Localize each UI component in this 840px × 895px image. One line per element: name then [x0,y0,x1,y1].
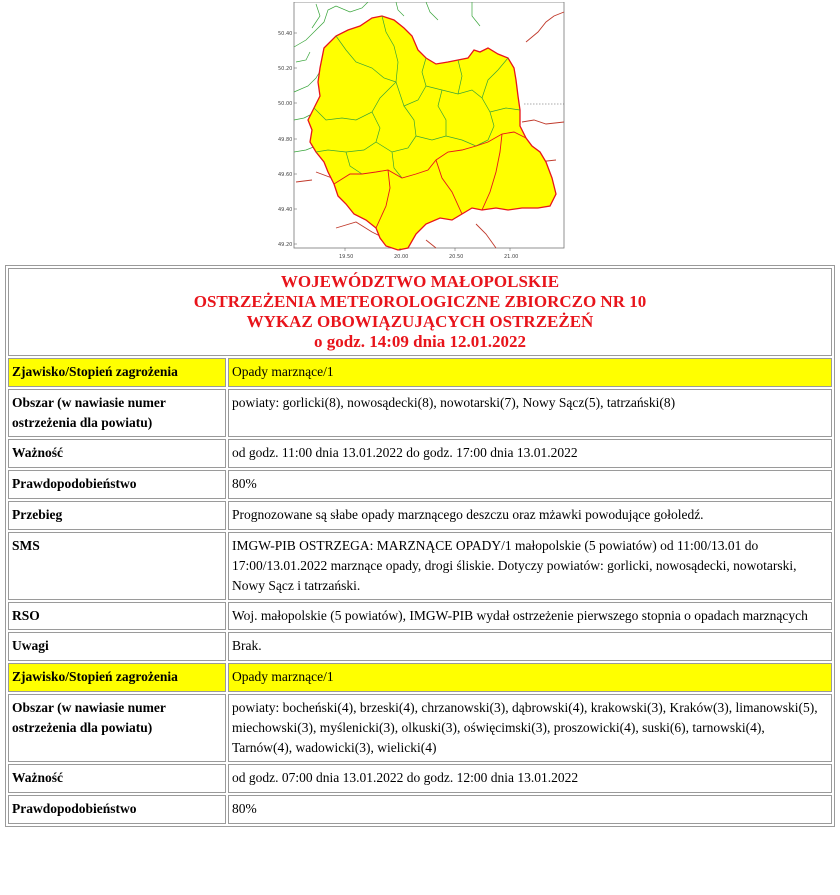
remarks-value: Brak. [228,632,832,661]
validity-label: Ważność [8,439,226,468]
area-label: Obszar (w nawiasie numer ostrzeżenia dla powiatu) [8,694,226,762]
x-axis [339,248,518,260]
area-row [8,694,832,762]
course-row [8,501,832,530]
validity-label: Ważność [8,764,226,793]
x-tick-label: 20.50 [449,254,464,260]
x-tick-label: 19.50 [339,254,354,260]
y-tick-label: 49.60 [278,172,293,178]
rso-row [8,602,832,630]
header-title: WOJEWÓDZTWO MAŁOPOLSKIE [280,272,560,291]
y-tick-label: 50.20 [278,66,293,72]
phenomenon-value: Opady marznące/1 [228,663,832,692]
course-value: Prognozowane są słabe opady marznącego deszczu oraz mżawki powodujące gołoledź. [228,501,832,530]
y-tick-label: 50.40 [278,31,293,37]
map-svg [276,2,566,260]
x-tick-label: 21.00 [504,254,519,260]
rso-label: RSO [8,602,226,630]
remarks-row [8,632,832,661]
phenomenon-label: Zjawisko/Stopień zagrożenia [8,663,226,692]
header-row [8,268,832,356]
warning-map [276,2,566,260]
header-timestamp: o godz. 14:09 dnia 12.01.2022 [313,332,527,351]
phenomenon-label: Zjawisko/Stopień zagrożenia [8,358,226,387]
header-subtitle: OSTRZEŻENIA METEOROLOGICZNE ZBIORCZO NR 10 [193,292,647,311]
y-tick-label: 49.40 [278,207,293,213]
course-label: Przebieg [8,501,226,530]
phenomenon-row [8,358,832,387]
document-header [8,268,832,356]
area-value: powiaty: gorlicki(8), nowosądecki(8), nowotarski(7), Nowy Sącz(5), tatrzański(8) [228,389,832,437]
remarks-label: Uwagi [8,632,226,661]
y-tick-label: 50.00 [278,101,293,107]
warnings-table [5,265,835,827]
phenomenon-value: Opady marznące/1 [228,358,832,387]
y-tick-label: 49.20 [278,242,293,248]
probability-value: 80% [228,795,832,824]
probability-row [8,795,832,824]
header-list-title: WYKAZ OBOWIĄZUJĄCYCH OSTRZEŻEŃ [246,312,594,331]
area-row [8,389,832,437]
sms-value: IMGW-PIB OSTRZEGA: MARZNĄCE OPADY/1 małopolskie (5 powiatów) od 11:00/13.01 do 17:00/13.01.2022 marznące opady, drogi śliskie. Dotyczy powiatów: gorlicki, nowosądecki, nowotarski, Nowy Sącz i tatrzański. [228,532,832,600]
x-tick-label: 20.00 [394,254,409,260]
probability-row [8,470,832,499]
validity-value: od godz. 07:00 dnia 13.01.2022 do godz. 12:00 dnia 13.01.2022 [228,764,832,793]
rso-value: Woj. małopolskie (5 powiatów), IMGW-PIB wydał ostrzeżenie pierwszego stopnia o opadach marznących [228,602,832,630]
y-tick-label: 49.80 [278,137,293,143]
sms-label: SMS [8,532,226,600]
probability-value: 80% [228,470,832,499]
area-label: Obszar (w nawiasie numer ostrzeżenia dla powiatu) [8,389,226,437]
probability-label: Prawdopodobieństwo [8,795,226,824]
validity-value: od godz. 11:00 dnia 13.01.2022 do godz. 17:00 dnia 13.01.2022 [228,439,832,468]
phenomenon-row [8,663,832,692]
probability-label: Prawdopodobieństwo [8,470,226,499]
validity-row [8,439,832,468]
area-value: powiaty: bocheński(4), brzeski(4), chrzanowski(3), dąbrowski(4), krakowski(3), Kraków(3), limanowski(5), miechowski(3), myślenicki(3), olkuski(3), oświęcimski(3), proszowicki(4), suski(6), tarnowski(4), Tarnów(4), wadowicki(3), wielicki(4) [228,694,832,762]
sms-row [8,532,832,600]
validity-row [8,764,832,793]
